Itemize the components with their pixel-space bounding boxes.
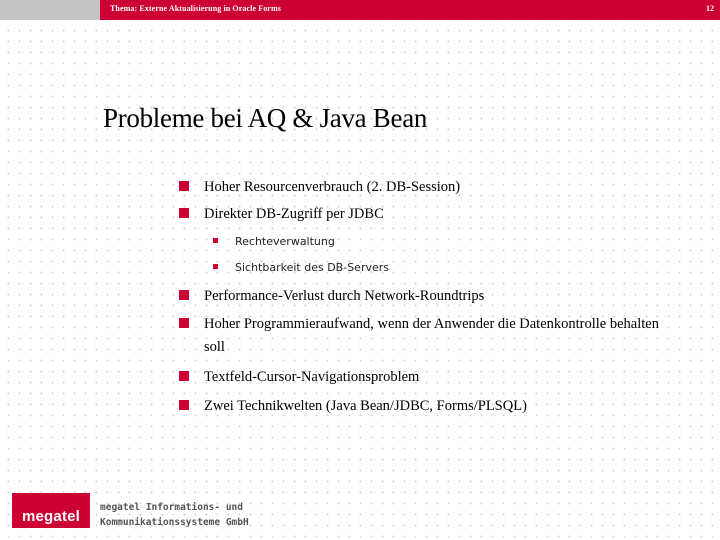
bullet-text: Performance-Verlust durch Network-Roundtrips: [204, 288, 485, 304]
header-bar: [0, 0, 720, 20]
header-topic: Thema: Externe Aktualisierung in Oracle Forms: [110, 4, 281, 13]
slide-title: Probleme bei AQ & Java Bean: [103, 103, 428, 133]
square-bullet-icon: [179, 181, 189, 191]
sub-bullet-text: Sichtbarkeit des DB-Servers: [235, 261, 389, 274]
square-bullet-icon: [179, 290, 189, 300]
small-square-bullet-icon: [213, 238, 218, 243]
small-square-bullet-icon: [213, 264, 218, 269]
bullet-text: Hoher Resourcenverbrauch (2. DB-Session): [204, 179, 461, 195]
company-line-2: Kommunikationssysteme GmbH: [100, 517, 249, 528]
megatel-logo: [12, 493, 90, 528]
square-bullet-icon: [179, 318, 189, 328]
bullet-text: Textfeld-Cursor-Navigationsproblem: [204, 369, 420, 385]
bullet-text: Direkter DB-Zugriff per JDBC: [204, 206, 384, 222]
square-bullet-icon: [179, 400, 189, 410]
square-bullet-icon: [179, 371, 189, 381]
header-side-block: [0, 0, 100, 20]
bullet-text: Zwei Technikwelten (Java Bean/JDBC, Forms/PLSQL): [204, 398, 527, 414]
company-line-1: megatel Informations- und: [100, 502, 243, 513]
page-number: 12: [706, 4, 714, 13]
bullet-text: Hoher Programmieraufwand, wenn der Anwender die Datenkontrolle behalten soll: [204, 316, 659, 355]
square-bullet-icon: [179, 208, 189, 218]
company-name: [100, 500, 249, 530]
logo-wordmark: megatel: [21, 508, 81, 525]
sub-bullet-text: Rechteverwaltung: [235, 235, 335, 248]
